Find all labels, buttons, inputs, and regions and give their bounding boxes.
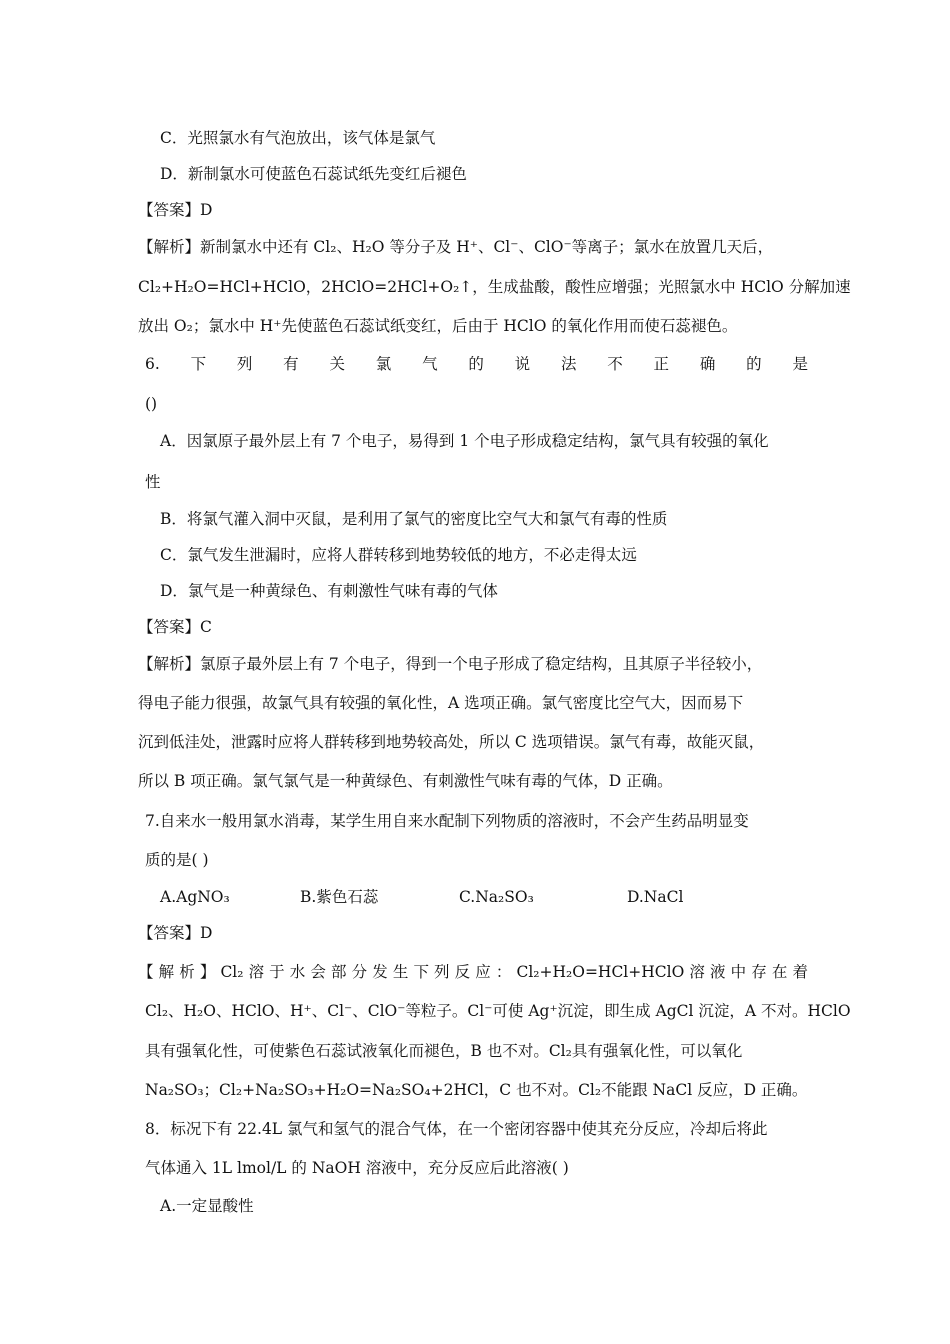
q7-stem-line-2: 质的是( )	[145, 851, 209, 869]
q6-option-c: C．氯气发生泄漏时，应将人群转移到地势较低的地方，不必走得太远	[160, 546, 637, 564]
q7-explanation-word: 溶	[248, 963, 265, 981]
q7-explanation-word: 析	[179, 963, 195, 981]
q6-stem-word: 下	[190, 355, 207, 373]
q7-explanation-line-4: Na₂SO₃；Cl₂+Na₂SO₃+H₂O=Na₂SO₄+2HCl，C 也不对。Cl₂不能跟 NaCl 反应，D 正确。	[145, 1081, 808, 1099]
q7-explanation-word: 水	[289, 963, 306, 981]
q6-stem-word: 气	[422, 355, 438, 373]
q6-explanation-line-2: 得电子能力很强，故氯气具有较强的氧化性，A 选项正确。氯气密度比空气大，因而易下	[138, 694, 744, 712]
q7-explanation-word: 生	[392, 963, 409, 981]
q5-explanation-line-3: 放出 O₂；氯水中 H⁺先使蓝色石蕊试纸变红，后由于 HClO 的氧化作用而使石蕊褪色。	[138, 317, 738, 335]
q5-answer: 【答案】D	[138, 201, 213, 219]
q6-stem-word: 法	[560, 355, 577, 373]
q6-stem-word: 说	[514, 355, 531, 373]
q7-explanation-word: 列	[434, 963, 450, 981]
q7-option-a: A.AgNO₃	[160, 888, 230, 906]
q7-answer: 【答案】D	[138, 924, 213, 942]
q6-stem-word: 有	[283, 355, 299, 373]
q7-explanation-line-3: 具有强氧化性，可使紫色石蕊试液氧化而褪色，B 也不对。Cl₂具有强氧化性，可以氧化	[145, 1042, 743, 1060]
q7-explanation-word: 着	[792, 963, 808, 981]
q6-stem-word: 确	[699, 355, 716, 373]
q6-explanation-line-4: 所以 B 项正确。氯气氯气是一种黄绿色、有刺激性气味有毒的气体，D 正确。	[138, 772, 673, 790]
q6-answer: 【答案】C	[138, 618, 212, 636]
q6-explanation-line-3: 沉到低洼处，泄露时应将人群转移到地势较高处，所以 C 选项错误。氯气有毒，故能灭鼠，	[138, 733, 765, 751]
q6-stem-word: 是	[792, 355, 808, 373]
q7-explanation-word: 发	[372, 963, 388, 981]
q6-option-b: B．将氯气灌入洞中灭鼠，是利用了氯气的密度比空气大和氯气有毒的性质	[160, 510, 668, 528]
q7-stem-line-1: 7.自来水一般用氯水消毒，某学生用自来水配制下列物质的溶液时，不会产生药品明显变	[145, 812, 749, 830]
q7-explanation-word: 液	[710, 963, 726, 981]
q7-explanation-word: Cl₂	[220, 963, 244, 981]
q8-option-a: A.一定显酸性	[160, 1197, 254, 1215]
q6-stem-line-2: ()	[145, 395, 158, 413]
q7-explanation-word: 部	[331, 963, 347, 981]
q7-option-d: D.NaCl	[627, 888, 684, 906]
q7-explanation-line-2: Cl₂、H₂O、HClO、H⁺、Cl⁻、ClO⁻等粒子。Cl⁻可使 Ag⁺沉淀，即生成 AgCl 沉淀，A 不对。HClO	[145, 1002, 851, 1020]
q7-explanation-word: Cl₂+H₂O=HCl+HClO	[516, 963, 685, 981]
q6-stem-word: 不	[607, 355, 623, 373]
q8-stem-line-1: 8．标况下有 22.4L 氯气和氢气的混合气体，在一个密闭容器中使其充分反应，冷却后将此	[145, 1120, 768, 1138]
q7-explanation-word: 【	[138, 963, 154, 981]
q5-explanation-line-2: Cl₂+H₂O=HCl+HClO，2HClO=2HCl+O₂↑，生成盐酸，酸性应增强；光照氯水中 HClO 分解加速	[138, 278, 851, 296]
q7-explanation-word: 下	[413, 963, 429, 981]
q6-stem-word: 6.	[145, 355, 160, 373]
q5-option-d: D．新制氯水可使蓝色石蕊试纸先变红后褪色	[160, 165, 467, 183]
q7-explanation-word: 分	[351, 963, 368, 981]
q6-option-a-line-1: A．因氯原子最外层上有 7 个电子，易得到 1 个电子形成稳定结构，氯气具有较强的氧化	[160, 432, 769, 450]
q6-stem-word: 关	[329, 355, 345, 373]
q7-explanation-word: 溶	[689, 963, 705, 981]
q6-stem-word: 列	[236, 355, 253, 373]
q6-stem-word: 的	[468, 355, 484, 373]
q7-explanation-line-1	[138, 961, 808, 983]
q6-stem-word: 正	[653, 355, 670, 373]
q7-explanation-word: 应	[475, 963, 491, 981]
q7-option-c: C.Na₂SO₃	[459, 888, 534, 906]
q7-option-b: B.紫色石蕊	[300, 888, 379, 906]
q5-option-c: C．光照氯水有气泡放出，该气体是氯气	[160, 129, 436, 147]
q7-explanation-word: 中	[730, 963, 747, 981]
q7-explanation-word: ：	[495, 963, 512, 981]
q7-explanation-word: 】	[199, 963, 216, 981]
q6-stem-line-1	[145, 353, 808, 375]
q6-stem-word: 氯	[375, 355, 392, 373]
q6-option-d: D．氯气是一种黄绿色、有刺激性气味有毒的气体	[160, 582, 498, 600]
q7-explanation-word: 反	[454, 963, 471, 981]
q8-stem-line-2: 气体通入 1L lmol/L 的 NaOH 溶液中，充分反应后此溶液( )	[145, 1159, 569, 1177]
q7-explanation-word: 解	[158, 963, 175, 981]
q5-explanation-line-1: 【解析】新制氯水中还有 Cl₂、H₂O 等分子及 H⁺、Cl⁻、ClO⁻等离子；氯水在放置几天后，	[138, 238, 774, 256]
q7-explanation-word: 存	[751, 963, 767, 981]
q7-explanation-word: 在	[771, 963, 788, 981]
q6-stem-word: 的	[746, 355, 762, 373]
q7-explanation-word: 会	[310, 963, 326, 981]
q6-option-a-line-2: 性	[145, 473, 161, 491]
q7-explanation-word: 于	[269, 963, 285, 981]
q6-explanation-line-1: 【解析】氯原子最外层上有 7 个电子，得到一个电子形成了稳定结构，且其原子半径较小，	[138, 655, 763, 673]
